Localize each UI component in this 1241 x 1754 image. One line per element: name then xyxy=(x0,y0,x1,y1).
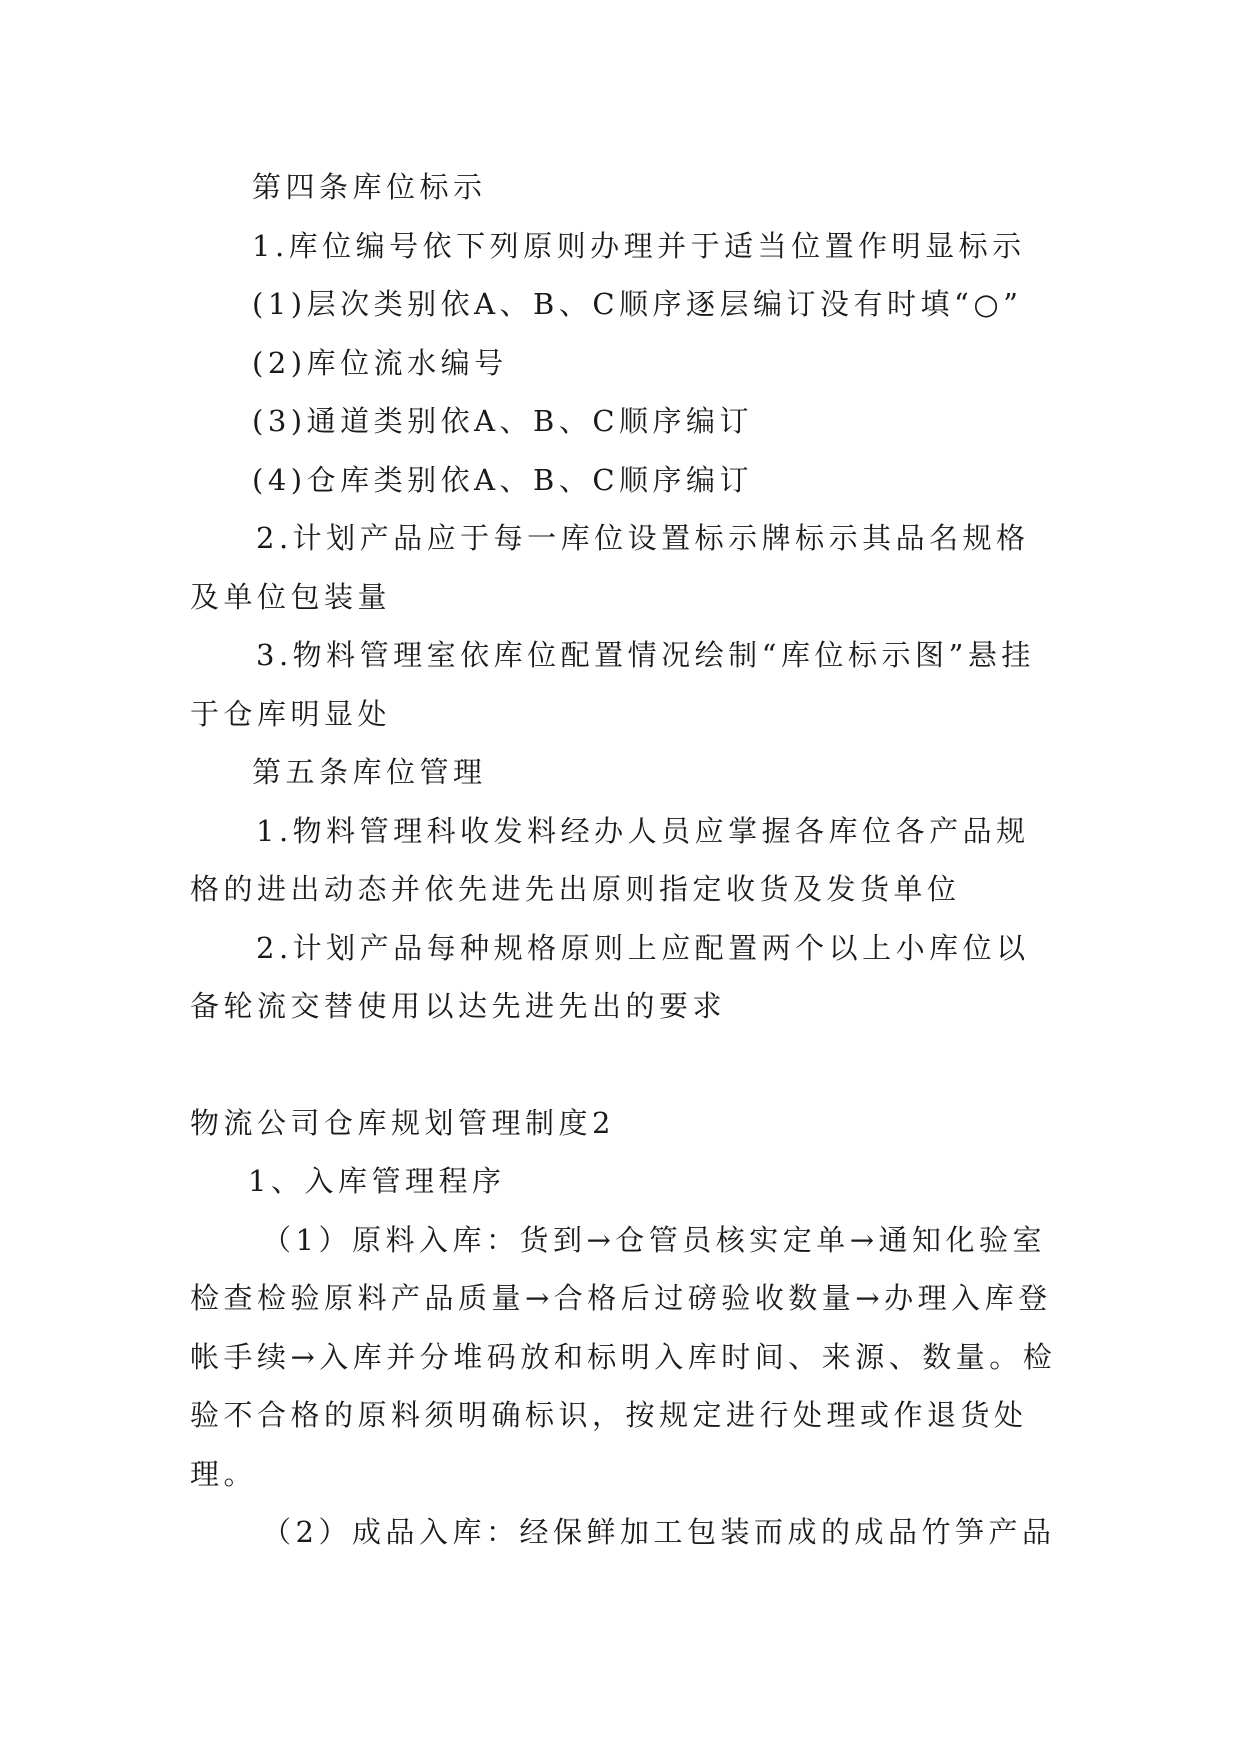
section-4-heading: 第四条库位标示 xyxy=(252,170,487,204)
part-2-title: 物流公司仓库规划管理制度2 xyxy=(190,1105,615,1140)
section-4-sub-1: (1)层次类别依A、B、C顺序逐层编订没有时填“○” xyxy=(252,287,1023,321)
section-4-item-1: 1.库位编号依下列原则办理并于适当位置作明显标示 xyxy=(252,228,1026,263)
section-4-item-2: 2.计划产品应于每一库位设置标示牌标示其品名规格及单位包装量 xyxy=(190,521,1030,614)
section-gap xyxy=(190,1036,1060,1094)
section-5-item-1: 1.物料管理科收发料经办人员应掌握各库位各产品规格的进出动态并依先进先出原则指定收货及发货单位 xyxy=(190,813,1030,906)
section-4-sub-3: (3)通道类别依A、B、C顺序编订 xyxy=(252,404,754,438)
part-2-heading-1: 1、入库管理程序 xyxy=(248,1164,506,1198)
section-4-item-3: 3.物料管理室依库位配置情况绘制“库位标示图”悬挂于仓库明显处 xyxy=(190,638,1035,731)
section-4-sub-2: (2)库位流水编号 xyxy=(252,345,508,380)
section-5-heading: 第五条库位管理 xyxy=(252,755,487,789)
section-4-sub-4: (4)仓库类别依A、B、C顺序编订 xyxy=(252,462,754,497)
raw-material-intake: （1）原料入库：货到→仓管员核实定单→通知化验室检查检验原料产品质量→合格后过磅验收数量→办理入库登帐手续→入库并分堆码放和标明入库时间、来源、数量。检验不合格的原料须明确标识，按规定进行处理或作退货处理。 xyxy=(190,1222,1057,1491)
finished-product-intake: （2）成品入库：经保鲜加工包装而成的成品竹笋产品 xyxy=(262,1515,1056,1549)
document-body xyxy=(190,158,1060,1562)
section-5-item-2: 2.计划产品每种规格原则上应配置两个以上小库位以备轮流交替使用以达先进先出的要求 xyxy=(190,930,1030,1023)
